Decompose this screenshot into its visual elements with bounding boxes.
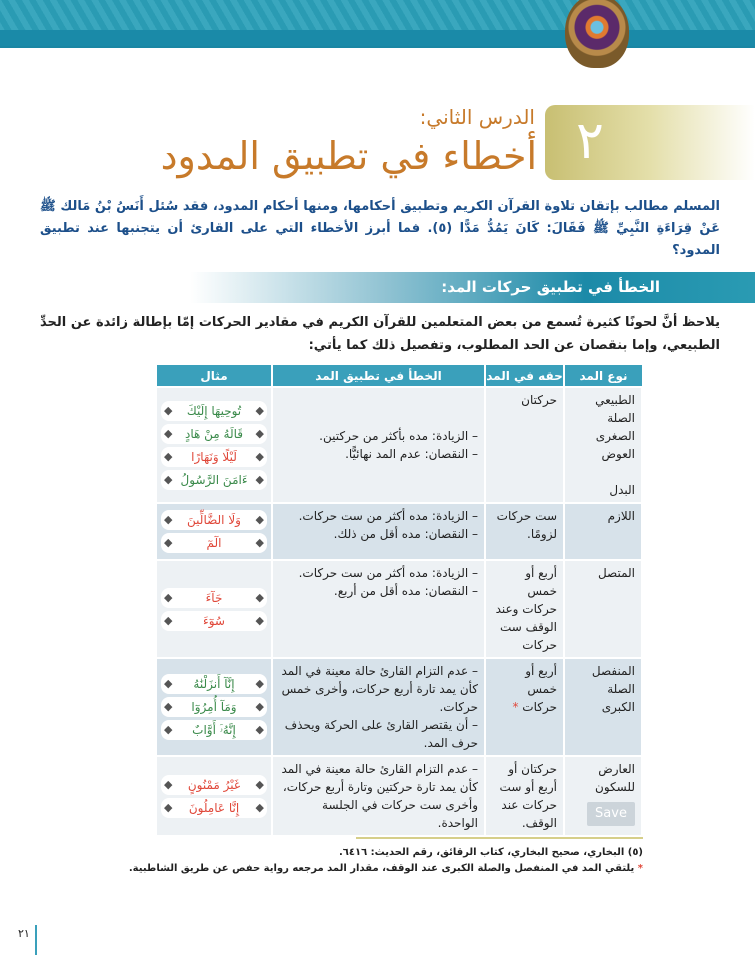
example-pill: [161, 424, 267, 444]
section-title: الخطأ في تطبيق حركات المد:: [441, 278, 660, 296]
body-paragraph: يلاحظ أنَّ لحونًا كثيرة تُسمع من بعض المتعلمين للقرآن الكريم في مقادير الحركات إمّا بإطالة زائدة عن الحدِّ الطبيعي، وإما بنقصان عن الحد المطلوب، وتفصيل ذلك كما يأتي:: [40, 315, 720, 353]
type-label: المتصل: [597, 566, 635, 580]
diamond-ornament-icon: ◆: [164, 777, 173, 791]
diamond-ornament-icon: ◆: [164, 449, 173, 463]
example-text: تُوحِيهَا إِلَيْكَ: [186, 403, 242, 418]
example-pill: [161, 775, 267, 795]
footnote-1: (٥) البخاري، صحيح البخاري، كتاب الرقائق، رقم الحديث: ٦٤١٦.: [338, 847, 643, 858]
type-label: العارض للسكون: [595, 762, 635, 794]
diamond-ornament-icon: ◆: [164, 536, 173, 549]
example-text: لَيْلًا وَنَهَارًا: [191, 449, 237, 464]
error-item: – أن يقتصر القارئ على الحركة ويحذف حرف المد.: [284, 718, 478, 750]
header-band: [0, 0, 755, 48]
example-pill: [161, 697, 267, 717]
header-error: الخطأ في تطبيق المد: [272, 365, 485, 387]
madd-due: [485, 756, 564, 836]
example-pill: [161, 510, 267, 530]
madd-type: [564, 503, 642, 560]
footnote-2-text: يلتقي المد في المنفصل والصلة الكبرى عند الوقف، مقدار المد مرجعه رواية حفص عن طريق الشاطبية.: [128, 863, 635, 874]
lesson-number: ٢: [576, 111, 604, 171]
diamond-ornament-icon: ◆: [255, 677, 264, 690]
diamond-ornament-icon: ◆: [255, 403, 264, 417]
madd-examples: [156, 658, 272, 756]
asterisk-mark: *: [512, 700, 519, 714]
diamond-ornament-icon: ◆: [255, 449, 264, 463]
type-label: الصلة الصغرى: [595, 411, 635, 443]
due-text: أربع أو خمس حركات وعند الوقف ست حركات: [495, 566, 557, 652]
example-text: الٓمٓ: [206, 536, 222, 550]
diamond-ornament-icon: ◆: [164, 403, 173, 417]
table-row: [156, 503, 642, 560]
table-row: [156, 756, 642, 836]
example-text: ءَامَنَ الرَّسُولُ: [180, 472, 248, 487]
footnote-2: [40, 861, 643, 877]
example-text: وَلَا الضَّالِّينَ: [187, 513, 241, 527]
diamond-ornament-icon: ◆: [255, 777, 264, 791]
diamond-ornament-icon: ◆: [255, 800, 264, 814]
error-item: – النقصان: عدم المد نهائيًّا.: [345, 447, 478, 461]
due-text: أربع أو خمس حركات: [522, 664, 557, 714]
madd-due: [485, 658, 564, 756]
lesson-subtitle: الدرس الثاني:: [419, 105, 535, 129]
intro-paragraph: المسلم مطالب بإتقان تلاوة القرآن الكريم وتطبيق أحكامها، ومنها أحكام المدود، فقد سُئل أَنَسُ بْنُ مَالك ﷺ عَنْ قِرَاءَةِ النَّبِيِّ ﷺ فَقَالَ: كَانَ يَمُدُّ مَدًّا (٥). فما أبرز الأخطاء التي على القارئ أن يتجنبها عند تطبيق المدود؟: [40, 199, 720, 258]
madd-type: [564, 658, 642, 756]
lesson-title: أخطاء في تطبيق المدود: [160, 134, 537, 178]
diamond-ornament-icon: ◆: [164, 613, 173, 627]
due-text: حركتان أو أربع أو ست حركات عند الوقف.: [499, 762, 557, 830]
diamond-ornament-icon: ◆: [255, 723, 264, 736]
madd-examples: [156, 560, 272, 658]
diamond-ornament-icon: ◆: [255, 513, 264, 526]
example-pill: [161, 798, 267, 818]
diamond-ornament-icon: ◆: [164, 800, 173, 814]
header-due: حقه في المد: [485, 365, 564, 387]
footnote-mark: *: [637, 863, 643, 874]
madd-due: [485, 503, 564, 560]
type-label: العوض: [601, 447, 635, 461]
table-underline: [356, 837, 643, 839]
madd-errors: [272, 756, 485, 836]
madd-errors: [272, 658, 485, 756]
diamond-ornament-icon: ◆: [255, 590, 264, 604]
madd-errors: [272, 560, 485, 658]
diamond-ornament-icon: ◆: [164, 513, 173, 526]
error-item: – النقصان: مده أقل من أربع.: [333, 584, 478, 598]
diamond-ornament-icon: ◆: [255, 700, 264, 713]
example-text: إِنَّا عَامِلُونَ: [188, 800, 240, 815]
error-item: – النقصان: مده أقل من ذلك.: [333, 527, 478, 541]
diamond-ornament-icon: ◆: [255, 536, 264, 549]
save-button[interactable]: Save: [587, 802, 635, 826]
error-item: – الزيادة: مده أكثر من ست حركات.: [298, 509, 478, 523]
page-number: ٢١: [18, 927, 30, 940]
madd-type: [564, 756, 642, 836]
type-label: الصلة الكبرى: [601, 682, 635, 714]
example-text: جَآءَ: [205, 590, 223, 605]
madd-table: [155, 365, 643, 837]
example-text: سُوٓءَ: [203, 613, 225, 628]
diamond-ornament-icon: ◆: [164, 677, 173, 690]
example-text: إِنَّآ أَنزَلْنَٰهُ: [193, 677, 235, 691]
madd-type: [564, 560, 642, 658]
page-number-divider: [35, 925, 37, 955]
example-text: وَمَآ أُمِرُوٓا: [191, 700, 237, 714]
madd-examples: [156, 756, 272, 836]
diamond-ornament-icon: ◆: [255, 613, 264, 627]
content: [40, 196, 720, 877]
diamond-ornament-icon: ◆: [164, 590, 173, 604]
footnotes: [40, 845, 643, 877]
header-example: مثال: [156, 365, 272, 387]
madd-due: [485, 560, 564, 658]
madd-due: [485, 387, 564, 503]
example-pill: [161, 720, 267, 740]
error-item: – الزيادة: مده بأكثر من حركتين.: [319, 429, 478, 443]
table-row: [156, 658, 642, 756]
diamond-ornament-icon: ◆: [164, 472, 173, 486]
header-type: نوع المد: [564, 365, 642, 387]
type-label: المنفصل: [591, 664, 635, 678]
madd-type: [564, 387, 642, 503]
diamond-ornament-icon: ◆: [164, 700, 173, 713]
example-text: قَالَهُ مِنْ هَادٍ: [185, 426, 244, 441]
example-text: إِنَّهُۥٓ أَوَّابٌ: [192, 723, 236, 737]
error-item: – عدم التزام القارئ حالة معينة في المد كأن يمد تارة أربع حركات، وأخرى خمس حركات.: [281, 664, 478, 714]
example-pill: [161, 611, 267, 631]
due-text: ست حركات لزومًا.: [496, 509, 557, 541]
type-label: البدل: [609, 483, 635, 497]
example-pill: [161, 447, 267, 467]
ornament-medallion-icon: [565, 0, 629, 68]
madd-examples: [156, 503, 272, 560]
table-row: [156, 387, 642, 503]
madd-examples: [156, 387, 272, 503]
due-text: حركتان: [521, 393, 557, 407]
example-pill: [161, 401, 267, 421]
diamond-ornament-icon: ◆: [164, 426, 173, 440]
table-row: [156, 560, 642, 658]
type-label: الطبيعي: [595, 393, 635, 407]
example-text: غَيْرُ مَمْنُونٍ: [187, 777, 241, 792]
error-item: – عدم التزام القارئ حالة معينة في المد كأن يمد تارة حركتين وتارة أربع حركات، وأخرى ست حركات في الجلسة الواحدة.: [281, 762, 478, 830]
type-label: [571, 463, 635, 481]
example-pill: [161, 533, 267, 553]
type-label: اللازم: [607, 509, 635, 523]
section-header: [40, 272, 755, 303]
diamond-ornament-icon: ◆: [255, 426, 264, 440]
example-pill: [161, 470, 267, 490]
madd-errors: [272, 387, 485, 503]
madd-errors: [272, 503, 485, 560]
diamond-ornament-icon: ◆: [164, 723, 173, 736]
example-pill: [161, 588, 267, 608]
error-item: – الزيادة: مده أكثر من ست حركات.: [298, 566, 478, 580]
diamond-ornament-icon: ◆: [255, 472, 264, 486]
example-pill: [161, 674, 267, 694]
